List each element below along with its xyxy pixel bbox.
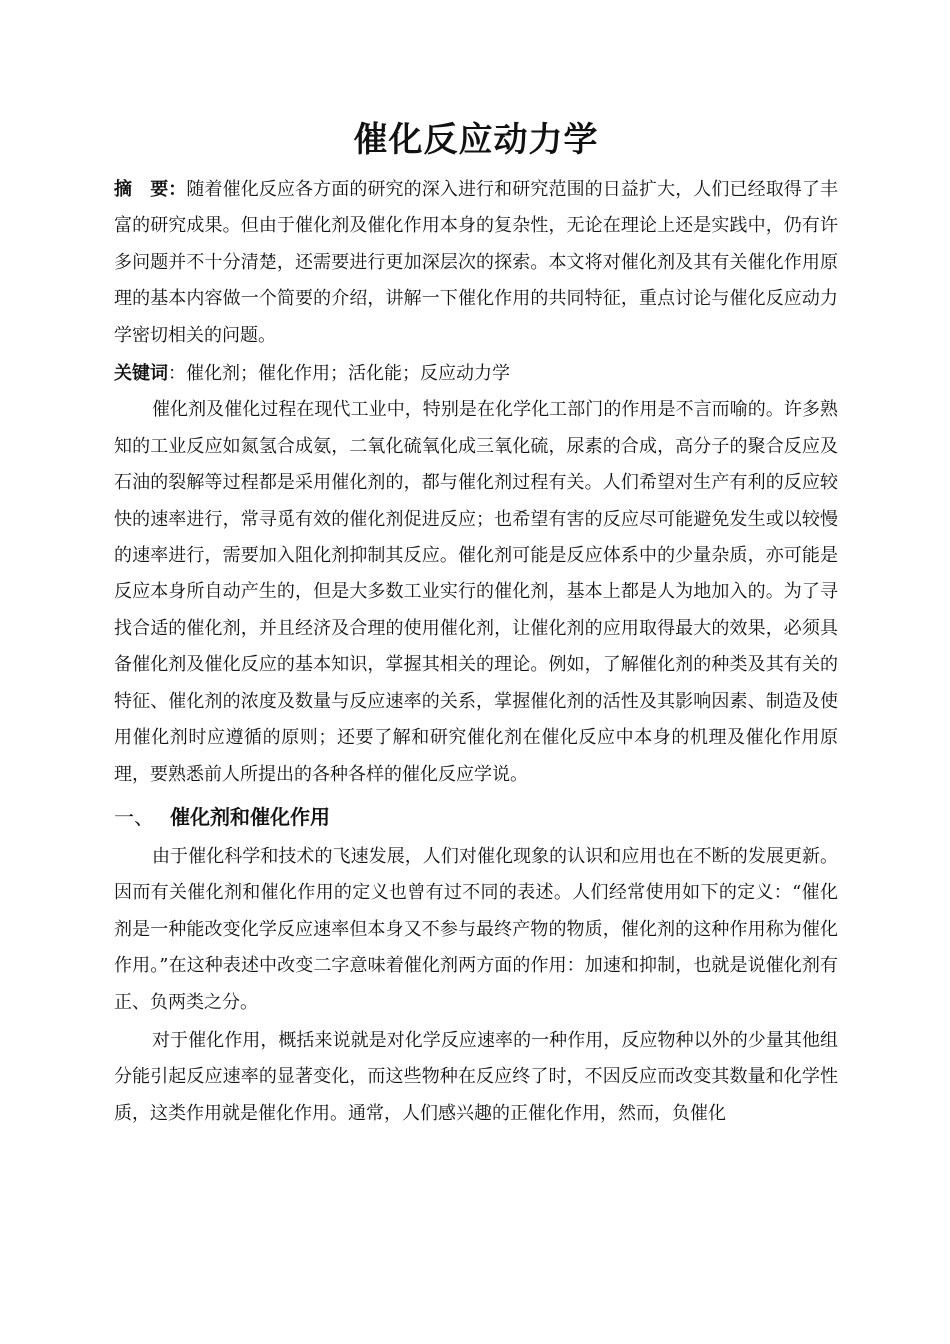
keywords-paragraph bbox=[114, 356, 838, 392]
section-title: 催化剂和催化作用 bbox=[170, 804, 330, 829]
section-number: 一、 bbox=[114, 804, 154, 829]
section-heading bbox=[114, 799, 838, 835]
keywords-label: 关键词 bbox=[114, 363, 168, 385]
abstract-text: 随着催化反应各方面的研究的深入进行和研究范围的日益扩大，人们已经取得了丰富的研究成果。但由于催化剂及催化作用本身的复杂性，无论在理论上还是实践中，仍有许多问题并不十分清楚，还需要进行更加深层次的探索。本文将对催化剂及其有关催化作用原理的基本内容做一个简要的介绍，讲解一下催化作用的共同特征，重点讨论与催化反应动力学密切相关的问题。 bbox=[114, 179, 839, 346]
keywords-text: ：催化剂；催化作用；活化能；反应动力学 bbox=[168, 363, 510, 385]
abstract-label: 摘 要： bbox=[114, 179, 187, 200]
document-content bbox=[114, 112, 838, 1132]
section-paragraph-1: 由于催化科学和技术的飞速发展，人们对催化现象的认识和应用也在不断的发展更新。因而有关催化剂和催化作用的定义也曾有过不同的表述。人们经常使用如下的定义：“催化剂是一种能改变化学反应速率但本身又不参与最终产物的物质，催化剂的这种作用称为催化作用。”在这种表述中改变二字意味着催化剂两方面的作用：加速和抑制，也就是说催化剂有正、负两类之分。 bbox=[114, 845, 838, 1013]
abstract-paragraph bbox=[114, 172, 838, 354]
document-title: 催化反应动力学 bbox=[353, 120, 599, 160]
section-paragraph-2: 对于催化作用，概括来说就是对化学反应速率的一种作用，反应物种以外的少量其他组分能引起反应速率的显著变化，而这些物种在反应终了时，不因反应而改变其数量和化学性质，这类作用就是催化作用。通常，人们感兴趣的正催化作用，然而，负催化 bbox=[114, 1029, 838, 1124]
intro-paragraph: 催化剂及催化过程在现代工业中，特别是在化学化工部门的作用是不言而喻的。许多熟知的工业反应如氮氢合成氨，二氧化硫氧化成三氧化硫，尿素的合成，高分子的聚合反应及石油的裂解等过程都是采用催化剂的，都与催化剂过程有关。人们希望对生产有利的反应较快的速率进行，常寻觅有效的催化剂促进反应；也希望有害的反应尽可能避免发生或以较慢的速率进行，需要加入阻化剂抑制其反应。催化剂可能是反应体系中的少量杂质，亦可能是反应本身所自动产生的，但是大多数工业实行的催化剂，基本上都是人为地加入的。为了寻找合适的催化剂，并且经济及合理的使用催化剂，让催化剂的应用取得最大的效果，必须具备催化剂及催化反应的基本知识，掌握其相关的理论。例如，了解催化剂的种类及其有关的特征、催化剂的浓度及数量与反应速率的关系，掌握催化剂的活性及其影响因素、制造及使用催化剂时应遵循的原则；还要了解和研究催化剂在催化反应中本身的机理及催化作用原理，要熟悉前人所提出的各种各样的催化反应学说。 bbox=[114, 399, 838, 785]
